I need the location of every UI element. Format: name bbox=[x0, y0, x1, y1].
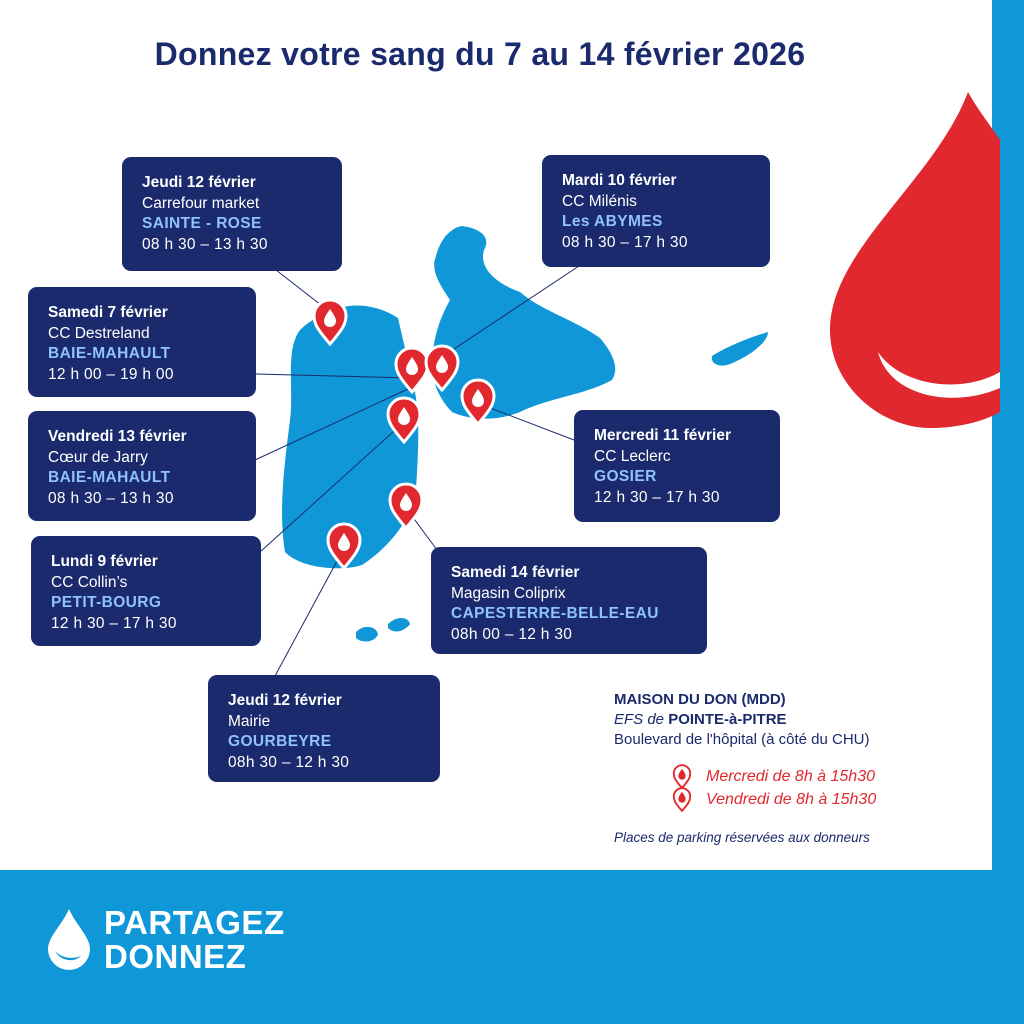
schedule-text: Mercredi de 8h à 15h30 bbox=[706, 768, 875, 785]
blood-drop-icon bbox=[44, 907, 94, 973]
event-card-gourbeyre bbox=[208, 675, 440, 782]
event-day: Samedi 14 février bbox=[451, 564, 580, 581]
event-hours: 08 h 30 – 17 h 30 bbox=[562, 233, 688, 251]
logo-line-2: DONNEZ bbox=[104, 938, 247, 975]
event-place: Mairie bbox=[228, 712, 271, 730]
event-place: Cœur de Jarry bbox=[48, 448, 148, 466]
event-card-les-abymes bbox=[542, 155, 770, 267]
mdd-name: MAISON DU DON (MDD) bbox=[614, 691, 786, 708]
event-card-baie-mahault-destreland bbox=[28, 287, 256, 397]
event-town: GOURBEYRE bbox=[228, 733, 332, 750]
event-hours: 12 h 30 – 17 h 30 bbox=[51, 614, 177, 632]
event-day: Vendredi 13 février bbox=[48, 428, 187, 445]
logo-text bbox=[104, 906, 285, 974]
event-place: CC Collin’s bbox=[51, 573, 128, 591]
event-place: CC Destreland bbox=[48, 324, 150, 342]
event-town: BAIE-MAHAULT bbox=[48, 469, 171, 486]
event-town: Les ABYMES bbox=[562, 213, 663, 230]
event-place: CC Milénis bbox=[562, 192, 637, 210]
event-place: Magasin Coliprix bbox=[451, 584, 566, 602]
event-card-gosier bbox=[574, 410, 780, 522]
map-pin-icon bbox=[672, 787, 692, 813]
event-hours: 08h 30 – 12 h 30 bbox=[228, 753, 350, 771]
event-hours: 08h 00 – 12 h 30 bbox=[451, 625, 573, 643]
mdd-info bbox=[614, 690, 984, 750]
event-card-baie-mahault-jarry bbox=[28, 411, 256, 521]
event-hours: 08 h 30 – 13 h 30 bbox=[142, 235, 268, 253]
schedule-text: Vendredi de 8h à 15h30 bbox=[706, 791, 877, 808]
les-saintes-island-2 bbox=[388, 618, 410, 631]
mdd-efs-line bbox=[614, 710, 984, 730]
event-day: Lundi 9 février bbox=[51, 553, 158, 570]
la-desirade-island bbox=[712, 332, 768, 366]
event-hours: 12 h 30 – 17 h 30 bbox=[594, 488, 720, 506]
partagez-donnez-logo bbox=[44, 906, 285, 974]
event-day: Mardi 10 février bbox=[562, 172, 677, 189]
event-hours: 12 h 00 – 19 h 00 bbox=[48, 365, 174, 383]
event-card-sainte-rose bbox=[122, 157, 342, 271]
event-town: PETIT-BOURG bbox=[51, 594, 162, 611]
event-card-petit-bourg bbox=[31, 536, 261, 646]
mdd-address: Boulevard de l'hôpital (à côté du CHU) bbox=[614, 731, 870, 748]
mdd-city: POINTE-à-PITRE bbox=[668, 711, 787, 728]
event-day: Samedi 7 février bbox=[48, 304, 168, 321]
event-day: Jeudi 12 février bbox=[228, 692, 342, 709]
blood-drop-icon bbox=[830, 92, 1000, 428]
logo-line-1: PARTAGEZ bbox=[104, 904, 285, 941]
page-title: Donnez votre sang du 7 au 14 février 2026 bbox=[154, 36, 806, 72]
event-hours: 08 h 30 – 13 h 30 bbox=[48, 489, 174, 507]
connector-gourbeyre bbox=[275, 548, 344, 676]
event-town: BAIE-MAHAULT bbox=[48, 345, 171, 362]
les-saintes-island-1 bbox=[356, 627, 378, 642]
event-town: SAINTE - ROSE bbox=[142, 215, 262, 232]
mdd-schedule-friday bbox=[672, 787, 876, 813]
event-town: GOSIER bbox=[594, 468, 657, 485]
parking-note: Places de parking réservées aux donneurs bbox=[614, 830, 870, 845]
event-day: Jeudi 12 février bbox=[142, 174, 256, 191]
event-card-capesterre bbox=[431, 547, 707, 654]
event-town: CAPESTERRE-BELLE-EAU bbox=[451, 605, 659, 622]
connector-gosier bbox=[480, 404, 574, 440]
event-day: Mercredi 11 février bbox=[594, 427, 732, 444]
event-place: Carrefour market bbox=[142, 194, 260, 212]
mdd-efs: EFS de bbox=[614, 711, 665, 728]
event-place: CC Leclerc bbox=[594, 447, 671, 465]
